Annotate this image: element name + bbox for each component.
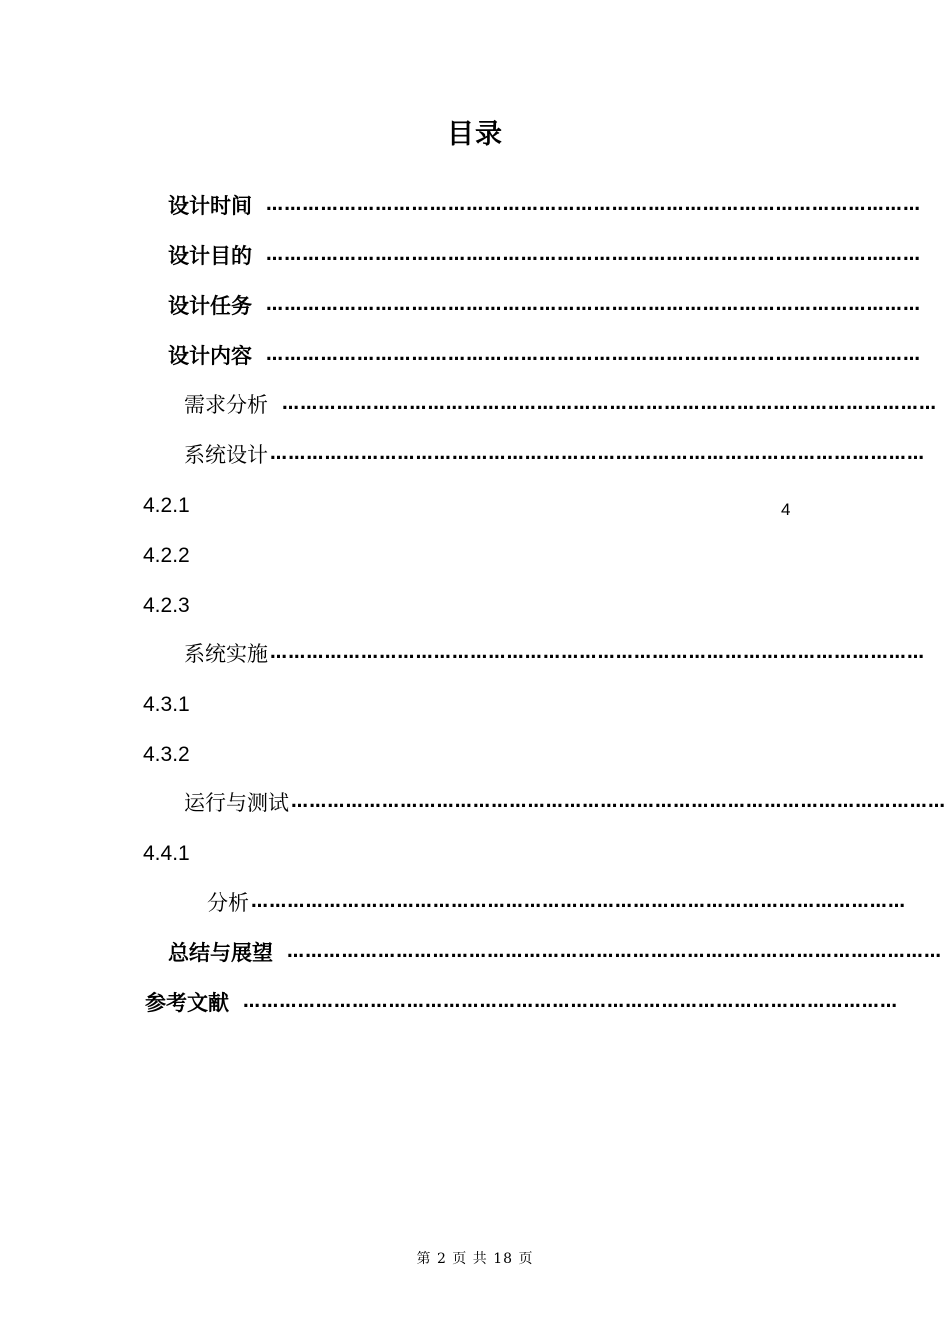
toc-entry-label: 分析 — [207, 891, 249, 915]
toc-entry-number[interactable]: 4.3.1 — [143, 693, 190, 716]
toc-leader-dots: ……………………………………………………………………………………………… — [282, 394, 938, 414]
toc-entry-label: 系统设计 — [184, 443, 268, 467]
toc-entry-label: 运行与测试 — [184, 791, 289, 815]
toc-leader-dots: ……………………………………………………………………………………………… — [270, 643, 926, 663]
toc-title: 目录 — [447, 119, 503, 150]
toc-entry[interactable] — [184, 389, 938, 419]
toc-entry-label: 设计内容 — [168, 344, 252, 368]
toc-entry[interactable] — [168, 240, 922, 270]
toc-entry-label: 设计目的 — [168, 244, 252, 268]
toc-leader-dots: ……………………………………………………………………………………………… — [266, 295, 922, 315]
toc-entry[interactable] — [207, 887, 907, 917]
toc-entry[interactable] — [168, 937, 943, 967]
toc-entry-label: 参考文献 — [145, 991, 229, 1015]
toc-entry[interactable] — [168, 340, 922, 370]
toc-entry-label: 设计任务 — [168, 294, 252, 318]
toc-entry[interactable] — [168, 190, 922, 220]
toc-entry-label: 系统实施 — [184, 642, 268, 666]
toc-entry[interactable] — [184, 787, 947, 817]
toc-leader-dots: ……………………………………………………………………………………………… — [251, 892, 907, 912]
toc-entry-number[interactable]: 4.3.2 — [143, 743, 190, 766]
toc-entry[interactable] — [184, 439, 926, 469]
toc-page-number: 4 — [781, 500, 791, 519]
toc-leader-dots: ……………………………………………………………………………………………… — [243, 992, 899, 1012]
toc-leader-dots: ……………………………………………………………………………………………… — [270, 444, 926, 464]
toc-entry-label: 总结与展望 — [168, 941, 273, 965]
toc-entry[interactable] — [145, 987, 899, 1017]
toc-leader-dots: ……………………………………………………………………………………………… — [266, 345, 922, 365]
toc-leader-dots: ……………………………………………………………………………………………… — [287, 942, 943, 962]
toc-leader-dots: ……………………………………………………………………………………………… — [266, 195, 922, 215]
toc-leader-dots: ……………………………………………………………………………………………… — [291, 792, 947, 812]
toc-entry[interactable] — [168, 290, 922, 320]
toc-entry-number[interactable]: 4.4.1 — [143, 842, 190, 865]
toc-entry-number[interactable]: 4.2.2 — [143, 544, 190, 567]
page-footer: 第 2 页 共 18 页 — [416, 1251, 534, 1267]
toc-entry[interactable] — [184, 638, 926, 668]
toc-entry-number[interactable]: 4.2.1 — [143, 494, 190, 517]
toc-entry-number[interactable]: 4.2.3 — [143, 594, 190, 617]
toc-entry-label: 设计时间 — [168, 194, 252, 218]
toc-leader-dots: ……………………………………………………………………………………………… — [266, 245, 922, 265]
toc-entry-label: 需求分析 — [184, 393, 268, 417]
